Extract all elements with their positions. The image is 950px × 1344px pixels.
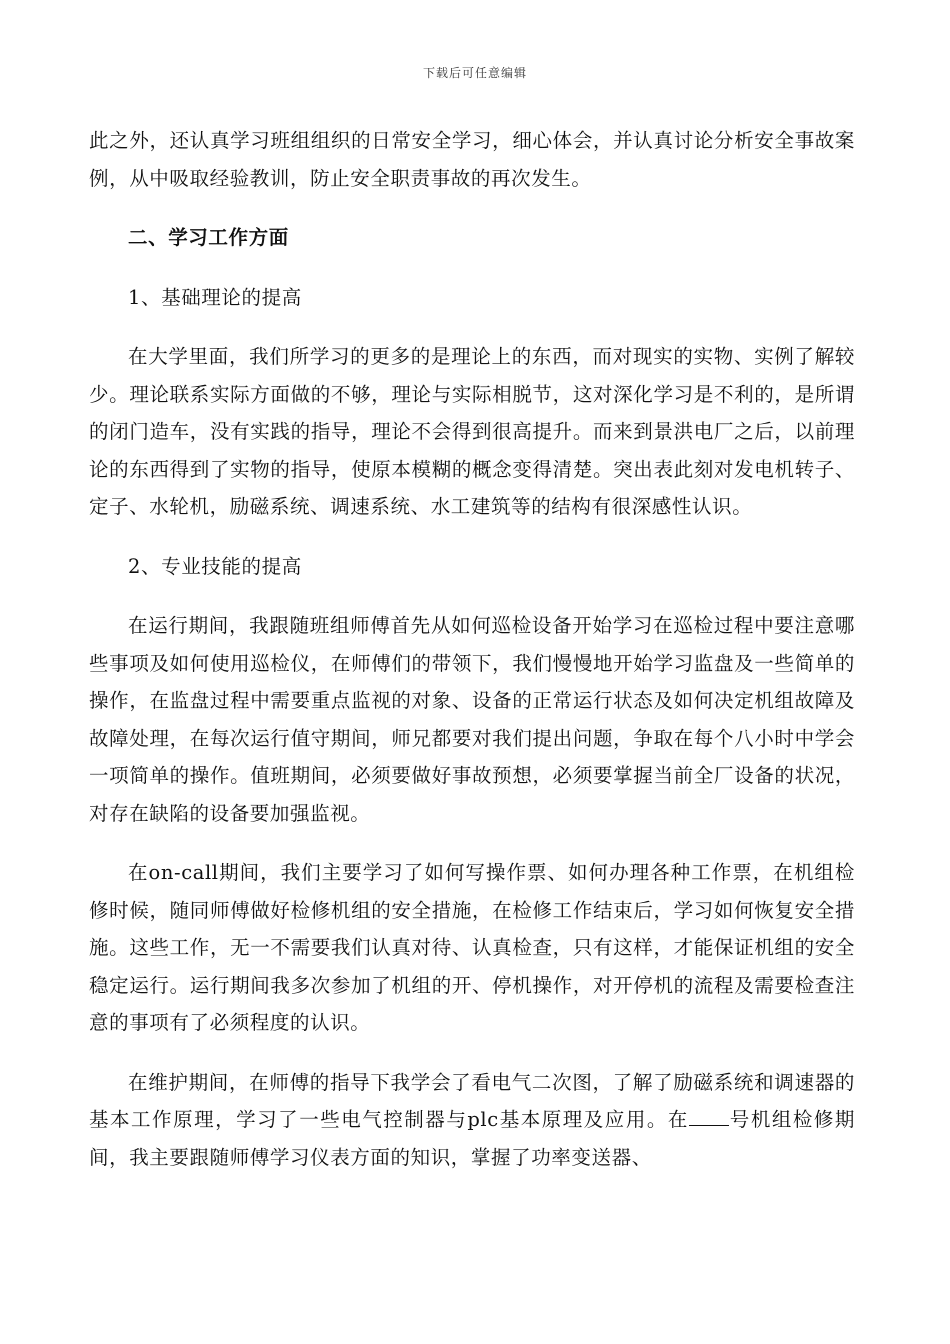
paragraph-on-call-period: 在on-call期间，我们主要学习了如何写操作票、如何办理各种工作票，在机组检修时候，随同师傅做好检修机组的安全措施，在检修工作结束后，学习如何恢复安全措施。这些工作，无一不需要我们认真对待、认真检查，只有这样，才能保证机组的安全稳定运行。运行期间我多次参加了机组的开、停机操作，对开停机的流程及需要检查注意的事项有了必须程度的认识。 [89,861,855,1034]
subheading-professional-skills: 2、专业技能的提高 [128,554,302,578]
maintenance-text-part1: 在维护期间，在师傅的指导下我学会了看电气二次图，了解了励磁系统和调速器的基本工作原理，学习了一些电气控制器与plc基本原理及应用。在 [89,1070,855,1131]
paragraph-basic-theory: 在大学里面，我们所学习的更多的是理论上的东西，而对现实的实物、实例了解较少。理论联系实际方面做的不够，理论与实际相脱节，这对深化学习是不利的，是所谓的闭门造车，没有实践的指导，理论不会得到很高提升。而来到景洪电厂之后，以前理论的东西得到了实物的指导，使原本模糊的概念变得清楚。突出表此刻对发电机转子、定子、水轮机，励磁系统、调速系统、水工建筑等的结构有很深感性认识。 [89,345,855,518]
subheading-basic-theory: 1、基础理论的提高 [128,285,302,309]
section-heading-study-work: 二、学习工作方面 [128,226,289,249]
page-header-note: 下载后可任意编辑 [422,66,527,80]
paragraph-maintenance-period [89,1064,855,1177]
paragraph-safety-study: 此之外，还认真学习班组组织的日常安全学习，细心体会，并认真讨论分析安全事故案例，从中吸取经验教训，防止安全职责事故的再次发生。 [89,129,855,190]
fill-in-blank [689,1106,729,1127]
maintenance-text-part2: 号机组检修期间，我主要跟随师傅学习仪表方面的知识，掌握了功率变送器、 [89,1108,856,1169]
document-body [89,122,855,1198]
paragraph-operation-period: 在运行期间，我跟随班组师傅首先从如何巡检设备开始学习在巡检过程中要注意哪些事项及如何使用巡检仪，在师傅们的带领下，我们慢慢地开始学习监盘及一些简单的操作，在监盘过程中需要重点监视的对象、设备的正常运行状态及如何决定机组故障及故障处理，在每次运行值守期间，师兄都要对我们提出问题，争取在每个八小时中学会一项简单的操作。值班期间，必须要做好事故预想，必须要掌握当前全厂设备的状况，对存在缺陷的设备要加强监视。 [89,614,855,825]
